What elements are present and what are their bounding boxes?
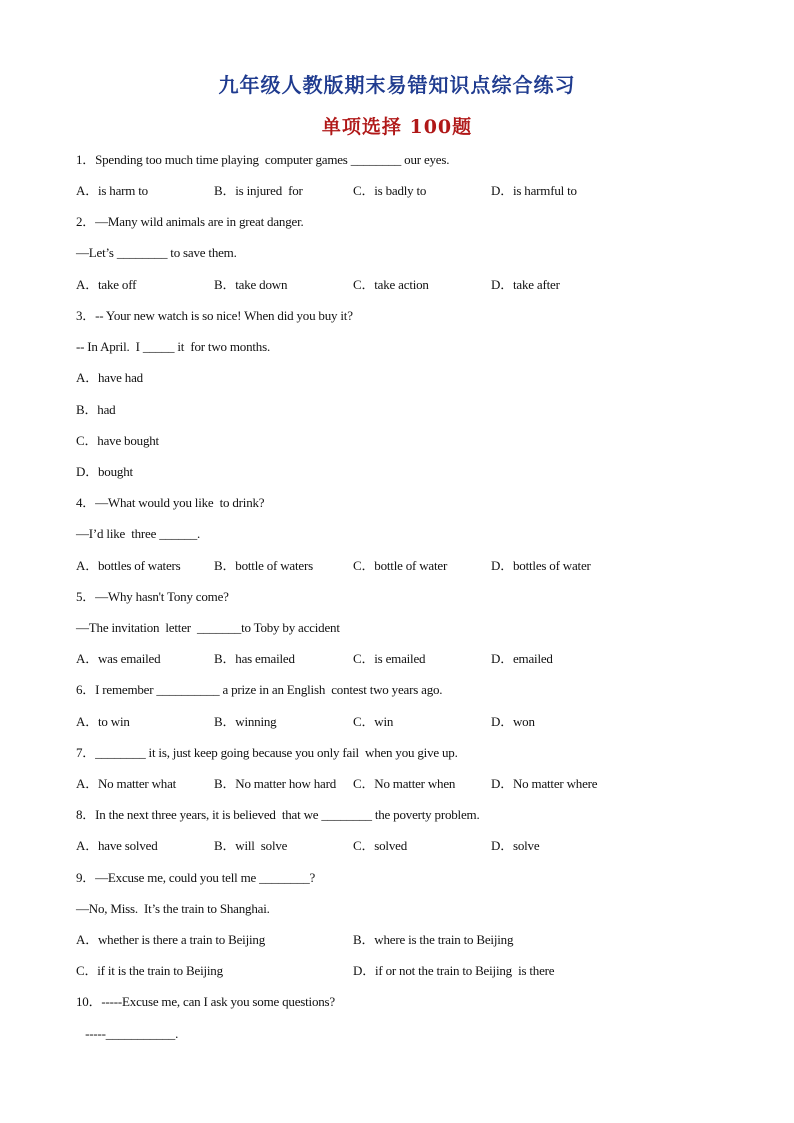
question-9-stem: 9．—Excuse me, could you tell me ________? [76, 870, 316, 885]
question-9-option-c: C．if it is the train to Beijing [76, 963, 223, 978]
question-6-option-d: D．won [491, 714, 535, 729]
question-2-stem: 2．—Many wild animals are in great danger. [76, 214, 304, 229]
question-1-option-a: A．is harm to [76, 183, 148, 198]
question-2-option-c: C．take action [353, 277, 429, 292]
question-6-option-b: B．winning [214, 714, 277, 729]
question-8-stem: 8．In the next three years, it is believed that we ________ the poverty problem. [76, 807, 480, 822]
question-10-stem-reply: -----___________. [76, 1026, 179, 1041]
question-4-stem-reply: —I’d like three ______. [76, 526, 201, 541]
question-5-stem-reply: —The invitation letter _______to Toby by accident [76, 620, 340, 635]
question-1-option-b: B．is injured for [214, 183, 303, 198]
question-5-option-a: A．was emailed [76, 651, 161, 666]
question-3-stem-reply: -- In April. I _____ it for two months. [76, 339, 271, 354]
question-9-option-a: A．whether is there a train to Beijing [76, 932, 265, 947]
question-2-option-b: B．take down [214, 277, 288, 292]
question-6-option-a: A．to win [76, 714, 130, 729]
question-8-option-b: B．will solve [214, 838, 288, 853]
question-9-option-d: D．if or not the train to Beijing is there [353, 963, 555, 978]
question-4-option-a: A．bottles of waters [76, 558, 181, 573]
question-9-option-b: B．where is the train to Beijing [353, 932, 514, 947]
question-7-option-b: B．No matter how hard [214, 776, 337, 791]
page-title: 九年级人教版期末易错知识点综合练习 [218, 73, 576, 97]
question-7-stem: 7．________ it is, just keep going because you only fail when you give up. [76, 745, 458, 760]
question-8-option-a: A．have solved [76, 838, 158, 853]
question-5-stem: 5．—Why hasn't Tony come? [76, 589, 229, 604]
question-6-stem: 6．I remember __________ a prize in an English contest two years ago. [76, 682, 443, 697]
question-10-stem: 10．-----Excuse me, can I ask you some questions? [76, 994, 335, 1009]
page-subtitle: 单项选择 100题 [321, 116, 473, 138]
question-5-option-d: D．emailed [491, 651, 553, 666]
question-1-stem: 1．Spending too much time playing computer games ________ our eyes. [76, 152, 450, 167]
question-2-option-a: A．take off [76, 277, 137, 292]
question-9-stem-reply: —No, Miss. It’s the train to Shanghai. [76, 901, 270, 916]
question-4-stem: 4．—What would you like to drink? [76, 495, 265, 510]
question-5-option-b: B．has emailed [214, 651, 295, 666]
question-3-option-c: C．have bought [76, 433, 159, 448]
question-3-option-b: B．had [76, 402, 116, 417]
question-2-stem-reply: —Let’s ________ to save them. [76, 245, 237, 260]
question-4-option-c: C．bottle of water [353, 558, 448, 573]
question-4-option-d: D．bottles of water [491, 558, 591, 573]
question-5-option-c: C．is emailed [353, 651, 426, 666]
question-3-option-d: D．bought [76, 464, 133, 479]
question-6-option-c: C．win [353, 714, 394, 729]
question-8-option-c: C．solved [353, 838, 408, 853]
question-3-option-a: A．have had [76, 370, 143, 385]
question-3-stem: 3．-- Your new watch is so nice! When did you buy it? [76, 308, 353, 323]
question-1-option-d: D．is harmful to [491, 183, 577, 198]
question-1-option-c: C．is badly to [353, 183, 427, 198]
question-7-option-d: D．No matter where [491, 776, 598, 791]
question-7-option-a: A．No matter what [76, 776, 177, 791]
question-4-option-b: B．bottle of waters [214, 558, 313, 573]
question-8-option-d: D．solve [491, 838, 540, 853]
question-2-option-d: D．take after [491, 277, 560, 292]
question-7-option-c: C．No matter when [353, 776, 456, 791]
